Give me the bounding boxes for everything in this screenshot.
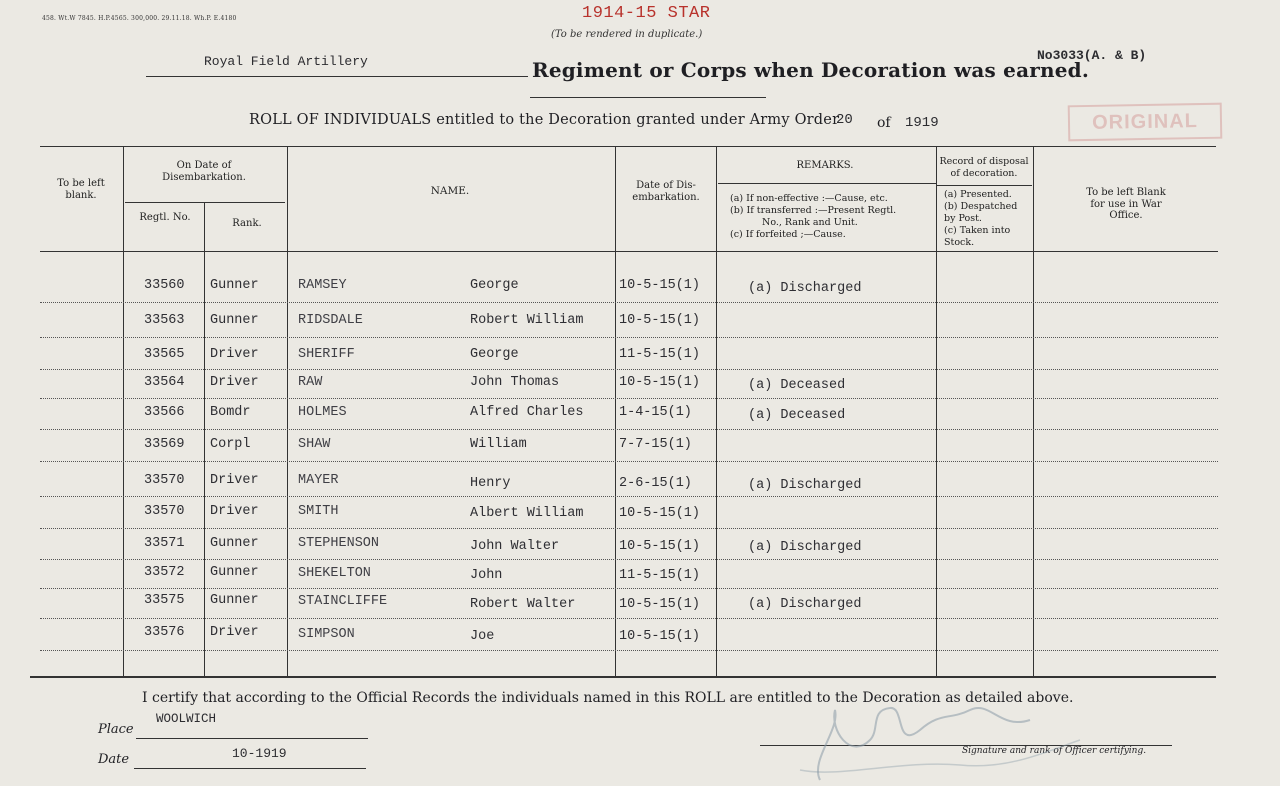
col-rule-7 xyxy=(1033,146,1034,676)
rank: Bomdr xyxy=(210,405,251,420)
forenames: Albert William xyxy=(470,506,584,521)
rank: Gunner xyxy=(210,593,259,608)
regtl-number: 33565 xyxy=(144,347,185,362)
rank: Driver xyxy=(210,347,259,362)
row-dotted-rule xyxy=(40,588,1218,589)
surname: RIDSDALE xyxy=(298,313,363,328)
remarks: (a) Discharged xyxy=(748,478,862,493)
header-record-disposal: Record of disposal of decoration. xyxy=(939,156,1029,179)
disembarkation-date: 10-5-15(1) xyxy=(619,313,701,328)
table-top-rule xyxy=(40,146,1216,147)
place-value: WOOLWICH xyxy=(156,712,217,726)
forenames: Henry xyxy=(470,476,511,491)
document-number: No3033(A. & B) xyxy=(1037,48,1147,63)
header-remarks: REMARKS. xyxy=(796,160,854,171)
header-war-office: To be left Blank for use in War Office. xyxy=(1086,187,1166,221)
row-dotted-rule xyxy=(40,398,1218,399)
rank: Gunner xyxy=(210,313,259,328)
header-remarks-b2: No., Rank and Unit. xyxy=(762,217,858,228)
forenames: Alfred Charles xyxy=(470,405,584,420)
header-disposal-b: (b) Despatched by Post. xyxy=(944,201,1018,224)
regtl-number: 33571 xyxy=(144,536,185,551)
duplicate-note: (To be rendered in duplicate.) xyxy=(551,29,703,40)
officer-signature xyxy=(780,690,1100,786)
rank: Driver xyxy=(210,625,259,640)
disembarkation-date: 10-5-15(1) xyxy=(619,539,701,554)
row-dotted-rule xyxy=(40,559,1218,560)
signature-caption: Signature and rank of Officer certifying. xyxy=(962,746,1147,756)
disembarkation-date: 10-5-15(1) xyxy=(619,629,701,644)
header-bottom-rule xyxy=(40,251,1218,252)
header-remarks-b: (b) If transferred :—Present Regtl. xyxy=(730,205,897,216)
regtl-number: 33560 xyxy=(144,278,185,293)
row-dotted-rule xyxy=(40,337,1218,338)
disposal-subrule xyxy=(936,185,1032,186)
col-rule-2 xyxy=(204,202,205,676)
army-order-number: 20 xyxy=(836,112,853,128)
forenames: John xyxy=(470,568,503,583)
surname: SMITH xyxy=(298,504,339,519)
remarks: (a) Discharged xyxy=(748,540,862,555)
title-underline xyxy=(530,97,766,98)
medal-title-stamp: 1914-15 STAR xyxy=(582,4,711,23)
remarks-subrule xyxy=(718,183,936,184)
forenames: Robert Walter xyxy=(470,597,576,612)
regiment-caption: Regiment or Corps when Decoration was earned. xyxy=(532,58,1089,82)
date-underline xyxy=(134,768,366,769)
rank: Driver xyxy=(210,473,259,488)
header-name: NAME. xyxy=(430,185,470,197)
remarks: (a) Discharged xyxy=(748,281,862,296)
place-underline xyxy=(136,738,368,739)
disembarkation-date: 2-6-15(1) xyxy=(619,476,692,491)
header-date-disembarkation: Date of Dis- embarkation. xyxy=(632,180,700,203)
disembarkation-date: 11-5-15(1) xyxy=(619,568,701,583)
rank: Driver xyxy=(210,375,259,390)
header-disposal-c: (c) Taken into Stock. xyxy=(944,225,1011,248)
disembarkation-date: 11-5-15(1) xyxy=(619,347,701,362)
regtl-number: 33570 xyxy=(144,473,185,488)
date-value: 10-1919 xyxy=(232,746,287,761)
forenames: Joe xyxy=(470,629,495,644)
rank: Driver xyxy=(210,504,259,519)
of-label: of xyxy=(877,115,891,131)
header-rank: Rank. xyxy=(232,218,262,229)
row-dotted-rule xyxy=(40,369,1218,370)
date-label: Date xyxy=(98,752,130,767)
col-rule-4 xyxy=(615,146,616,676)
surname: STEPHENSON xyxy=(298,536,380,551)
surname: SHEKELTON xyxy=(298,566,371,581)
header-remarks-c: (c) If forfeited ;—Cause. xyxy=(730,229,846,240)
row-dotted-rule xyxy=(40,618,1218,619)
surname: SIMPSON xyxy=(298,627,355,642)
rank: Corpl xyxy=(210,437,251,452)
disembarkation-date: 10-5-15(1) xyxy=(619,506,701,521)
header-on-date: On Date of Disembarkation. xyxy=(162,160,246,183)
regtl-number: 33570 xyxy=(144,504,185,519)
roll-caption: ROLL OF INDIVIDUALS entitled to the Decoration granted under Army Order xyxy=(249,112,840,128)
regtl-number: 33563 xyxy=(144,313,185,328)
surname: RAMSEY xyxy=(298,278,347,293)
forenames: George xyxy=(470,347,519,362)
forenames: John Thomas xyxy=(470,375,560,390)
print-reference: 458. Wt.W 7845. H.P.4565. 300,000. 29.11.18. Wh.P. E.4180 xyxy=(42,15,237,22)
remarks: (a) Deceased xyxy=(748,378,846,393)
surname: STAINCLIFFE xyxy=(298,594,388,609)
header-regtl-no: Regtl. No. xyxy=(139,212,191,223)
row-dotted-rule xyxy=(40,528,1218,529)
row-dotted-rule xyxy=(40,302,1218,303)
row-dotted-rule xyxy=(40,461,1218,462)
forenames: George xyxy=(470,278,519,293)
row-dotted-rule xyxy=(40,650,1218,651)
regtl-number: 33576 xyxy=(144,625,185,640)
surname: RAW xyxy=(298,375,323,390)
rank: Gunner xyxy=(210,278,259,293)
surname: MAYER xyxy=(298,473,339,488)
col-rule-5 xyxy=(716,146,717,676)
surname: SHAW xyxy=(298,437,331,452)
col-rule-3 xyxy=(287,146,288,676)
forenames: William xyxy=(470,437,527,452)
regtl-number: 33566 xyxy=(144,405,185,420)
original-stamp: ORIGINAL xyxy=(1068,103,1223,142)
header-left-blank: To be left blank. xyxy=(57,178,105,201)
regiment-underline xyxy=(146,76,528,77)
regiment-value: Royal Field Artillery xyxy=(204,54,368,69)
regtl-number: 33569 xyxy=(144,437,185,452)
disembarkation-date: 7-7-15(1) xyxy=(619,437,692,452)
regtl-number: 33572 xyxy=(144,565,185,580)
disembarkation-subrule xyxy=(125,202,285,203)
disembarkation-date: 10-5-15(1) xyxy=(619,597,701,612)
col-rule-6 xyxy=(936,146,937,676)
forenames: John Walter xyxy=(470,539,560,554)
rank: Gunner xyxy=(210,536,259,551)
disembarkation-date: 1-4-15(1) xyxy=(619,405,692,420)
forenames: Robert William xyxy=(470,313,584,328)
header-remarks-a: (a) If non-effective :—Cause, etc. xyxy=(730,193,888,204)
regtl-number: 33575 xyxy=(144,593,185,608)
surname: SHERIFF xyxy=(298,347,355,362)
regtl-number: 33564 xyxy=(144,375,185,390)
row-dotted-rule xyxy=(40,496,1218,497)
surname: HOLMES xyxy=(298,405,347,420)
place-label: Place xyxy=(98,722,134,737)
disembarkation-date: 10-5-15(1) xyxy=(619,375,701,390)
table-bottom-rule xyxy=(30,676,1216,678)
rank: Gunner xyxy=(210,565,259,580)
remarks: (a) Deceased xyxy=(748,408,846,423)
col-rule-1 xyxy=(123,146,124,676)
roll-year: 1919 xyxy=(905,115,939,131)
row-dotted-rule xyxy=(40,429,1218,430)
certificate-text: I certify that according to the Official Records the individuals named in this ROLL are entitled to the Decoration as detailed above. xyxy=(142,690,1074,706)
disembarkation-date: 10-5-15(1) xyxy=(619,278,701,293)
remarks: (a) Discharged xyxy=(748,597,862,612)
header-disposal-a: (a) Presented. xyxy=(944,189,1012,200)
